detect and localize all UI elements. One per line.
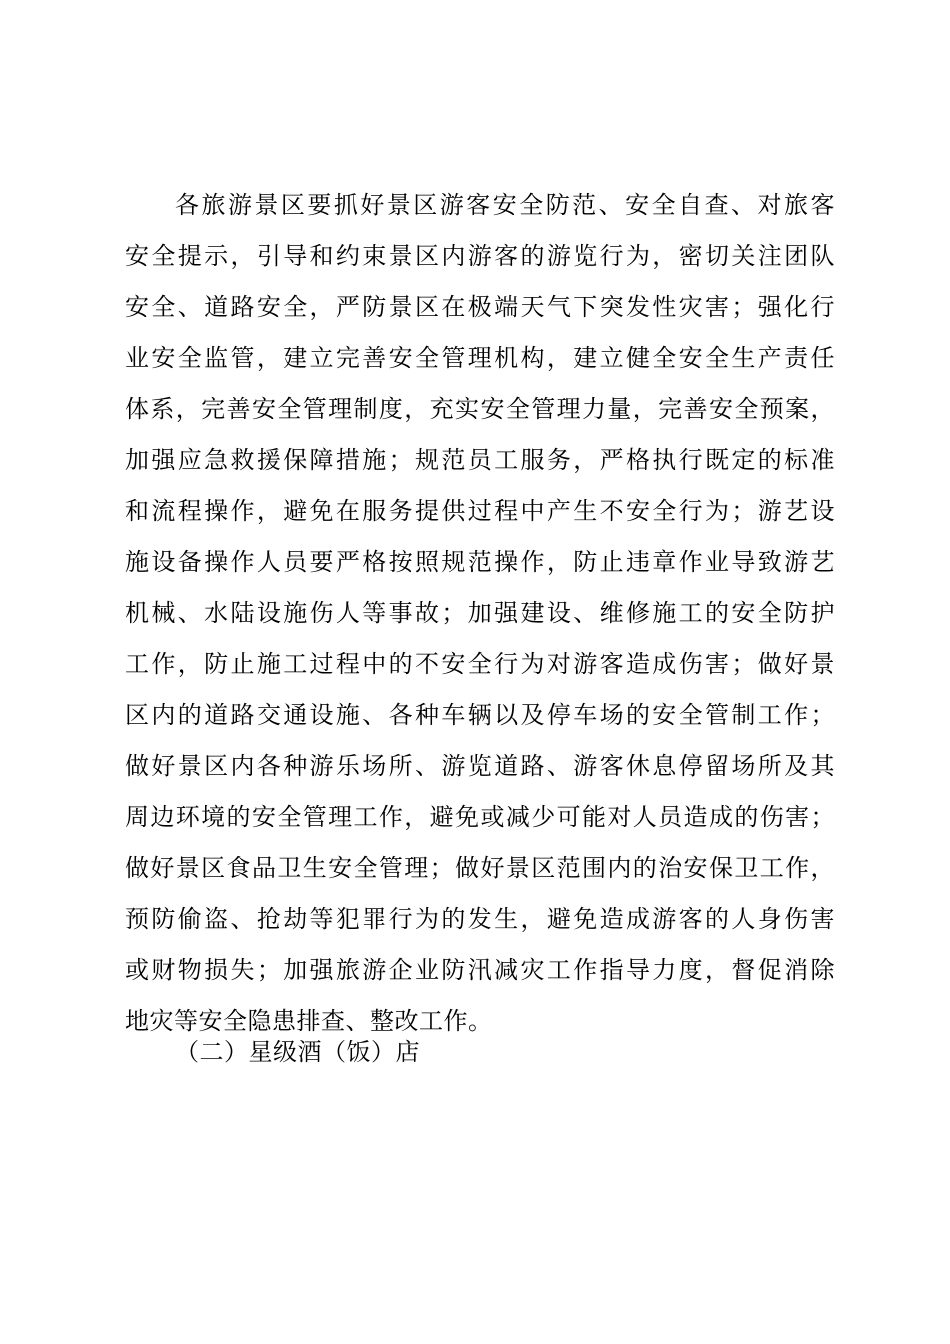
paragraph-line: 做好景区内各种游乐场所、游览道路、游客休息停留场所及其 bbox=[125, 752, 835, 780]
paragraph-line: 工作，防止施工过程中的不安全行为对游客造成伤害；做好景 bbox=[125, 650, 835, 678]
paragraph-line: 周边环境的安全管理工作，避免或减少可能对人员造成的伤害； bbox=[125, 803, 835, 831]
paragraph-line: 施设备操作人员要严格按照规范操作，防止违章作业导致游艺 bbox=[125, 548, 835, 576]
paragraph-line: 体系，完善安全管理制度，充实安全管理力量，完善安全预案， bbox=[125, 395, 835, 423]
paragraph-line: 各旅游景区要抓好景区游客安全防范、安全自查、对旅客 bbox=[175, 191, 835, 219]
paragraph-line: 业安全监管，建立完善安全管理机构，建立健全安全生产责任 bbox=[125, 344, 835, 372]
paragraph-line: 机械、水陆设施伤人等事故；加强建设、维修施工的安全防护 bbox=[125, 599, 835, 627]
paragraph-line: 安全、道路安全，严防景区在极端天气下突发性灾害；强化行 bbox=[125, 293, 835, 321]
paragraph-line: 安全提示，引导和约束景区内游客的游览行为，密切关注团队 bbox=[125, 242, 835, 270]
paragraph-line: 和流程操作，避免在服务提供过程中产生不安全行为；游艺设 bbox=[125, 497, 835, 525]
section-heading: （二）星级酒（饭）店 bbox=[175, 1038, 420, 1066]
body-paragraph bbox=[125, 180, 835, 1047]
paragraph-line: 或财物损失；加强旅游企业防汛减灾工作指导力度，督促消除 bbox=[125, 956, 835, 984]
paragraph-line: 地灾等安全隐患排查、整改工作。 bbox=[125, 1007, 493, 1035]
paragraph-line: 加强应急救援保障措施；规范员工服务，严格执行既定的标准 bbox=[125, 446, 835, 474]
paragraph-line: 区内的道路交通设施、各种车辆以及停车场的安全管制工作； bbox=[125, 701, 835, 729]
paragraph-line: 做好景区食品卫生安全管理；做好景区范围内的治安保卫工作， bbox=[125, 854, 835, 882]
paragraph-line: 预防偷盗、抢劫等犯罪行为的发生，避免造成游客的人身伤害 bbox=[125, 905, 835, 933]
